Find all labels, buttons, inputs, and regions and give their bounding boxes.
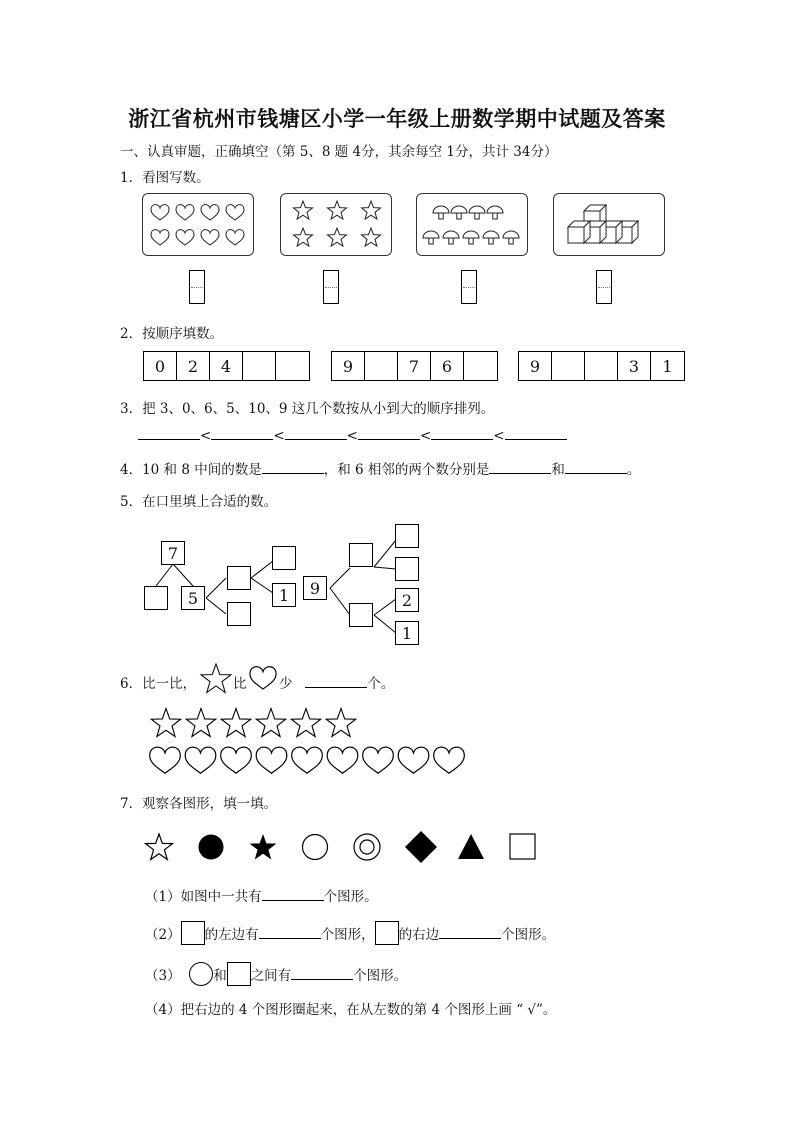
q7-label: 7．观察各图形，填一填。 <box>120 796 278 812</box>
q6-text-3: 少 <box>279 676 293 692</box>
star-icon <box>328 201 347 219</box>
bond-box-top-9: 9 <box>303 576 327 600</box>
order-blank[interactable] <box>285 427 347 440</box>
hearts-picture-card <box>142 193 254 256</box>
star-icon <box>362 228 381 246</box>
page-title: 浙江省杭州市钱塘区小学一年级上册数学期中试题及答案 <box>128 107 666 131</box>
sequence-blank-cell[interactable] <box>585 352 618 380</box>
mushroom-icon <box>433 206 449 219</box>
star-icon <box>256 709 285 737</box>
q7-sub2-blank-2[interactable] <box>439 926 501 939</box>
sequence-cell: 9 <box>519 352 552 380</box>
q4-text: 4．10 和 8 中间的数是 <box>120 462 262 478</box>
less-than-sign: < <box>419 428 432 444</box>
heart-icon <box>434 747 465 773</box>
q7-sub3-blank[interactable] <box>291 967 353 980</box>
bond-box-empty[interactable] <box>227 566 251 590</box>
q4-blank-3[interactable] <box>565 461 627 474</box>
mushroom-icon <box>487 206 503 219</box>
less-than-sign: < <box>493 428 505 444</box>
bond-box-empty[interactable] <box>395 557 419 581</box>
q4-blank-1[interactable] <box>262 461 324 474</box>
star-icon <box>362 201 381 219</box>
q3-label: 3．把 3、0、6、5、10、9 这几个数按从小到大的顺序排列。 <box>120 401 495 417</box>
filled-star-icon <box>248 831 278 863</box>
sequence-blank-cell[interactable] <box>464 352 497 380</box>
stars-picture <box>281 194 393 257</box>
star-icon <box>294 228 313 246</box>
star-icon <box>328 228 347 246</box>
answer-box-stars[interactable] <box>323 270 339 304</box>
q2-label: 2．按顺序填数。 <box>120 326 224 342</box>
sequence-blank-cell[interactable] <box>365 352 398 380</box>
q7-sub2-text: 个图形。 <box>501 927 556 943</box>
q7-sub3-text: 个图形。 <box>353 968 408 984</box>
cube-icon <box>568 221 590 243</box>
heart-icon <box>176 230 194 245</box>
hearts-picture <box>143 194 255 257</box>
sequence-cell: 3 <box>618 352 651 380</box>
section-one-heading: 一、认真审题，正确填空（第 5、8 题 4分，其余每空 1分，共计 34分） <box>120 144 558 160</box>
star-icon <box>294 201 313 219</box>
q7-sub3-text: 之间有 <box>250 968 292 984</box>
answer-box-mushrooms[interactable] <box>461 270 477 304</box>
stars-and-hearts-row <box>148 708 468 778</box>
q7-sub3 <box>145 962 407 986</box>
q4-line <box>120 458 640 478</box>
mushroom-icon <box>423 231 439 244</box>
sequence-blank-cell[interactable] <box>552 352 585 380</box>
q5-label: 5．在口里填上合适的数。 <box>120 494 278 510</box>
less-than-sign: < <box>200 428 212 444</box>
q1-label: 1．看图写数。 <box>120 170 210 186</box>
sequence-cell: 0 <box>144 352 177 380</box>
bond-box-5: 5 <box>181 586 205 610</box>
sequence-cell: 2 <box>177 352 210 380</box>
q4-text: 和 <box>551 462 565 478</box>
sequence-blank-cell[interactable] <box>276 352 309 380</box>
heart-icon <box>226 230 244 245</box>
square-icon <box>181 921 205 945</box>
star-icon <box>291 709 320 737</box>
hollow-circle-icon <box>300 831 330 863</box>
heart-icon <box>185 747 216 773</box>
square-icon <box>375 921 399 945</box>
filled-triangle-icon <box>456 831 486 863</box>
stars-picture-card <box>280 193 392 256</box>
sequence-cell: 7 <box>398 352 431 380</box>
q7-sub2-text: 的左边有 <box>204 927 259 943</box>
star-icon <box>151 709 180 737</box>
q7-sub1 <box>145 885 378 905</box>
sequence-blank-cell[interactable] <box>243 352 276 380</box>
q6-blank[interactable] <box>305 675 367 688</box>
heart-icon <box>201 205 219 220</box>
mushroom-icon <box>483 231 499 244</box>
heart-icon <box>292 747 323 773</box>
heart-icon <box>249 663 277 693</box>
bond-box-empty[interactable] <box>272 546 296 570</box>
q4-text: 。 <box>626 462 641 478</box>
heart-icon <box>256 747 287 773</box>
star-icon <box>200 663 232 695</box>
mushrooms-picture <box>417 194 529 257</box>
heart-icon <box>150 747 181 773</box>
hollow-star-icon <box>144 831 174 863</box>
heart-icon <box>221 747 252 773</box>
q7-sub1-blank[interactable] <box>262 888 324 901</box>
heart-icon <box>151 230 169 245</box>
q7-sub3-text: （3） <box>145 968 181 984</box>
bond-box-1: 1 <box>272 583 296 607</box>
bond-box-empty[interactable] <box>349 603 373 627</box>
q7-sub2-text: （2） <box>145 927 181 943</box>
q7-sub2 <box>145 921 555 945</box>
heart-icon <box>363 747 394 773</box>
bond-box-1: 1 <box>395 621 419 645</box>
q6-text-2: 比 <box>233 676 247 692</box>
order-blank[interactable] <box>505 427 567 440</box>
heart-icon <box>226 205 244 220</box>
bond-box-empty[interactable] <box>349 543 373 567</box>
star-icon <box>326 709 355 737</box>
q6-line-end <box>279 672 394 692</box>
mushroom-icon <box>463 231 479 244</box>
q4-blank-2[interactable] <box>489 461 551 474</box>
cubes-picture-card <box>553 193 665 256</box>
bond-box-2: 2 <box>395 588 419 612</box>
cubes-picture <box>554 194 666 257</box>
q7-sub4: （4）把右边的 4 个图形圈起来，在从左数的第 4 个图形上画 “ √”。 <box>145 1002 557 1018</box>
sequence-row-1 <box>143 351 310 381</box>
q6-text-1: 6．比一比， <box>120 676 197 692</box>
heart-icon <box>398 747 429 773</box>
bond-box-empty[interactable] <box>395 524 419 548</box>
order-blank[interactable] <box>431 427 493 440</box>
mushroom-icon <box>469 206 485 219</box>
sequence-cell: 4 <box>210 352 243 380</box>
heart-icon <box>176 205 194 220</box>
star-icon <box>186 709 215 737</box>
less-than-sign: < <box>273 428 285 444</box>
order-blank[interactable] <box>211 427 273 440</box>
q7-sub2-blank-1[interactable] <box>259 926 321 939</box>
q7-sub1-text: （1）如图中一共有 <box>145 889 262 905</box>
shape-row <box>144 831 538 863</box>
bond-box-empty[interactable] <box>227 602 251 626</box>
sequence-cell: 9 <box>332 352 365 380</box>
square-icon <box>227 962 251 986</box>
bond-box-top-7: 7 <box>161 541 185 565</box>
filled-circle-icon <box>196 831 226 863</box>
less-than-sign: < <box>346 428 358 444</box>
q7-sub2-text: 个图形， <box>320 927 375 943</box>
order-blanks <box>138 427 567 444</box>
answer-box-hearts[interactable] <box>189 270 205 304</box>
heart-icon <box>151 205 169 220</box>
q6-text-4: 个。 <box>367 676 395 692</box>
filled-diamond-icon <box>404 831 438 863</box>
mushrooms-picture-card <box>416 193 528 256</box>
order-blank[interactable] <box>138 427 200 440</box>
sequence-cell: 1 <box>662 356 673 376</box>
answer-box-cubes[interactable] <box>596 270 612 304</box>
mushroom-icon <box>443 231 459 244</box>
sequence-cell: 6 <box>431 352 464 380</box>
order-blank[interactable] <box>358 427 420 440</box>
q7-sub2-text: 的右边 <box>398 927 440 943</box>
star-icon <box>221 709 250 737</box>
circle-icon <box>189 962 213 986</box>
mushroom-icon <box>503 231 519 244</box>
double-circle-icon <box>352 831 382 863</box>
q4-text: ，和 6 相邻的两个数分别是 <box>323 462 490 478</box>
heart-icon <box>327 747 358 773</box>
mushroom-icon <box>451 206 467 219</box>
sequence-row-2 <box>331 351 498 381</box>
q7-sub3-text: 和 <box>213 968 227 984</box>
q7-sub1-text: 个图形。 <box>323 889 378 905</box>
heart-icon <box>201 230 219 245</box>
sequence-row-3 <box>518 351 685 381</box>
bond-box-empty[interactable] <box>144 586 168 610</box>
hollow-square-icon <box>508 831 538 863</box>
